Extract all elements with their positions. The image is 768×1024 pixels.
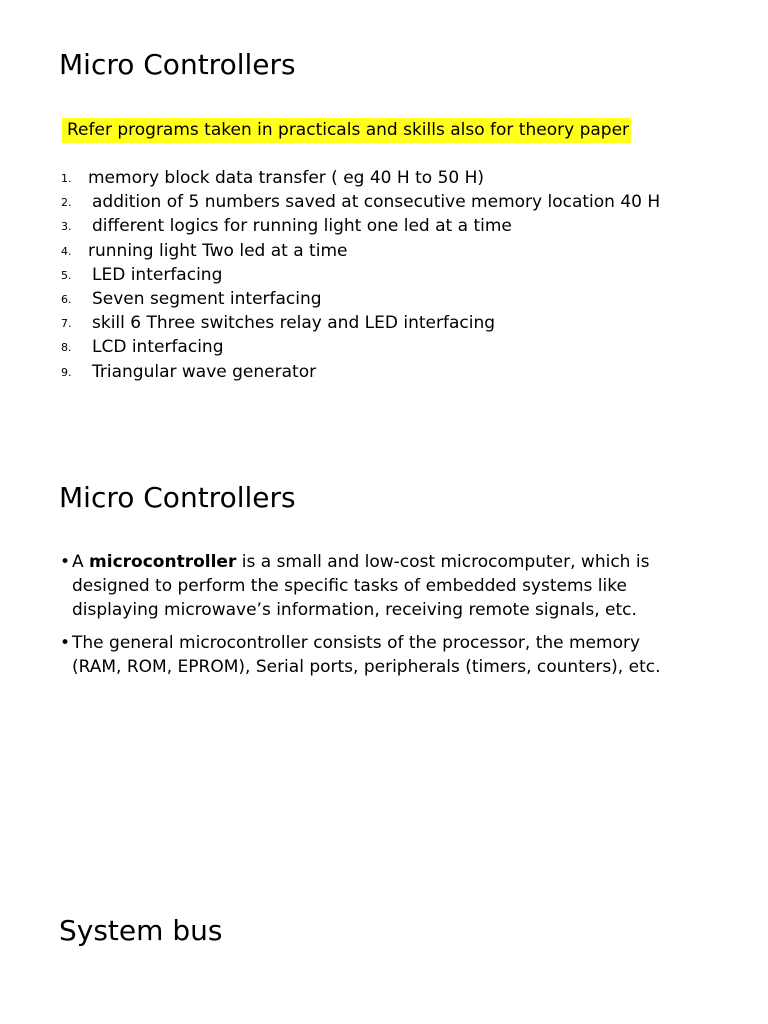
highlighted-note: Refer programs taken in practicals and skills also for theory paper (62, 118, 631, 143)
list-number: 4. (61, 244, 72, 258)
list-text: skill 6 Three switches relay and LED interfacing (92, 313, 496, 334)
list-number: 9. (61, 365, 72, 379)
bullet-icon: • (60, 552, 71, 572)
list-number: 3. (61, 220, 72, 234)
list-text: Triangular wave generator (92, 361, 317, 382)
bullet-text: A (72, 552, 90, 572)
bullet-line: The general microcontroller consists of the processor, the memory (72, 632, 641, 653)
list-number: 7. (61, 317, 72, 331)
bullet-line: designed to perform the specific tasks of embedded systems like (72, 576, 627, 597)
list-number: 5. (61, 268, 72, 282)
bullet-item (0, 631, 712, 679)
slide-title-system-bus: System bus (59, 914, 223, 947)
list-number: 8. (61, 341, 72, 355)
bullet-line (72, 550, 712, 574)
list-text: memory block data transfer ( eg 40 H to 50 H) (88, 168, 485, 188)
bullet-text: is a small and low-cost microcomputer, which is (236, 552, 650, 572)
bullet-line: (RAM, ROM, EPROM), Serial ports, peripherals (timers, counters), etc. (72, 656, 661, 677)
list-text: LED interfacing (92, 264, 223, 285)
list-text: Seven segment interfacing (92, 288, 322, 309)
slide-title-micro-controllers: Micro Controllers (59, 48, 296, 81)
list-number: 6. (61, 292, 72, 306)
list-text: different logics for running light one led at a time (92, 216, 512, 237)
bullet-line: displaying microwave’s information, receiving remote signals, etc. (72, 600, 637, 621)
bullet-icon: • (60, 632, 71, 653)
list-number: 2. (61, 196, 72, 210)
list-text: running light Two led at a time (88, 240, 348, 261)
list-text: LCD interfacing (92, 337, 224, 358)
list-text: addition of 5 numbers saved at consecutive memory location 40 H (92, 192, 661, 213)
slide-title-micro-controllers-2: Micro Controllers (59, 481, 296, 514)
list-number: 1. (61, 172, 72, 185)
bold-term: microcontroller (89, 552, 237, 572)
definition-bullets (0, 550, 712, 687)
bullet-item (0, 550, 712, 623)
